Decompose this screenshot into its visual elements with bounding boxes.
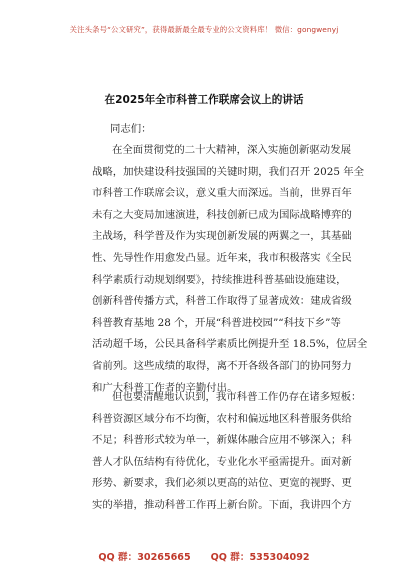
paragraph-line: 在全面贯彻党的二十大精神，深入实施创新驱动发展 bbox=[112, 144, 351, 156]
header-note: 关注头条号“公文研究”，获得最新最全最专业的公文资料库！ 微信：gongwenyj bbox=[69, 25, 339, 34]
paragraph-line: 市科普工作联席会议，意义重大而深远。当前，世界百年 bbox=[92, 187, 352, 200]
paragraph-line: 战略，加快建设科技强国的关键时期，我们召开 2025 年全 bbox=[92, 165, 365, 178]
paragraph-line: 性、先导性作用愈发凸显。近年来，我市积极落实《全民 bbox=[92, 251, 352, 264]
paragraph-line: 省前列。这些成绩的取得，离不开各级各部门的协同努力 bbox=[92, 359, 352, 372]
paragraph-2 bbox=[92, 387, 362, 517]
salutation: 同志们： bbox=[110, 123, 152, 135]
document-title: 在2025年全市科普工作联席会议上的讲话 bbox=[104, 94, 304, 106]
paragraph-line: 实的举措，推动科普工作再上新台阶。下面，我讲四个方 bbox=[92, 498, 352, 511]
paragraph-line: 科普教育基地 28 个，开展“科普进校园”“科技下乡”等 bbox=[92, 316, 341, 329]
paragraph-line: 不足；科普形式较为单一，新媒体融合应用不够深入；科 bbox=[92, 434, 352, 447]
paragraph-line: 形势、新要求，我们必须以更高的站位、更宽的视野、更 bbox=[92, 477, 352, 490]
paragraph-line: 活动超千场，公民具备科学素质比例提升至 18.5%，位居全 bbox=[92, 338, 368, 351]
qq-group-2: QQ 群：535304092 bbox=[210, 552, 310, 563]
paragraph-line: 普人才队伍结构有待优化，专业化水平亟需提升。面对新 bbox=[92, 455, 352, 468]
paragraph-1 bbox=[92, 140, 368, 399]
paragraph-line: 创新科普传播方式，科普工作取得了显著成效：建成省级 bbox=[92, 295, 352, 308]
paragraph-line: 主战场，科学普及作为实现创新发展的两翼之一，其基础 bbox=[92, 230, 352, 243]
paragraph-line: 但也要清醒地认识到，我市科普工作仍存在诸多短板： bbox=[112, 391, 362, 403]
footer-contact bbox=[0, 549, 408, 563]
paragraph-line: 科普资源区域分布不均衡，农村和偏远地区科普服务供给 bbox=[92, 412, 352, 425]
paragraph-line: 未有之大变局加速演进，科技创新已成为国际战略博弈的 bbox=[92, 208, 352, 221]
paragraph-line: 科学素质行动规划纲要》，持续推进科普基础设施建设， bbox=[92, 273, 347, 286]
paragraph-line: 和广大科普工作者的辛勤付出。 bbox=[92, 381, 238, 394]
qq-group-1: QQ 群：30265665 bbox=[98, 552, 191, 563]
